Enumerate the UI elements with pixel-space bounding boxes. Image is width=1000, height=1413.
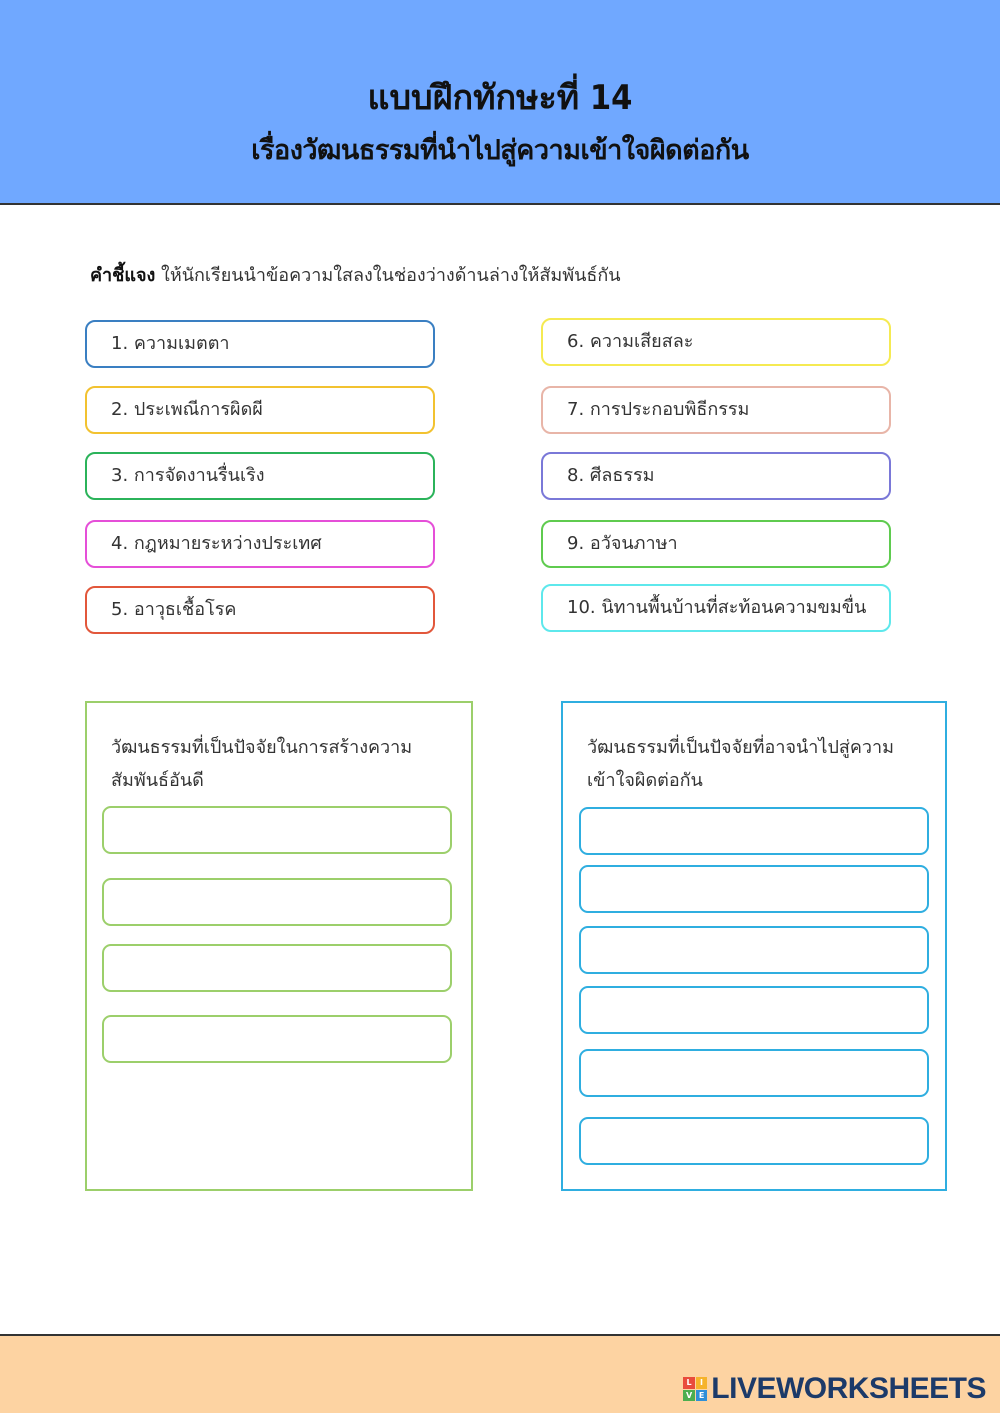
- negative-drop-slot-4[interactable]: [579, 986, 929, 1034]
- drag-item-7[interactable]: 7. การประกอบพิธีกรรม: [541, 386, 891, 434]
- positive-drop-slot-3[interactable]: [102, 944, 452, 992]
- drag-item-8[interactable]: 8. ศีลธรรม: [541, 452, 891, 500]
- positive-drop-slot-1[interactable]: [102, 806, 452, 854]
- drag-item-1[interactable]: 1. ความเมตตา: [85, 320, 435, 368]
- positive-drop-slot-2[interactable]: [102, 878, 452, 926]
- instructions-text: ให้นักเรียนนำข้อความใสลงในช่องว่างด้านล่างให้สัมพันธ์กัน: [155, 265, 621, 286]
- logo-letter-i: I: [696, 1377, 708, 1389]
- instructions-label: คำชี้แจง: [90, 265, 156, 286]
- page-subtitle: เรื่องวัฒนธรรมที่นำไปสู่ความเข้าใจผิดต่อกัน: [251, 135, 749, 166]
- drag-item-4[interactable]: 4. กฎหมายระหว่างประเทศ: [85, 520, 435, 568]
- drag-item-3[interactable]: 3. การจัดงานรื่นเริง: [85, 452, 435, 500]
- negative-drop-slot-5[interactable]: [579, 1049, 929, 1097]
- drag-item-5[interactable]: 5. อาวุธเชื้อโรค: [85, 586, 435, 634]
- negative-drop-slot-1[interactable]: [579, 807, 929, 855]
- header-banner: [0, 0, 1000, 205]
- drag-item-10[interactable]: 10. นิทานพื้นบ้านที่สะท้อนความขมขื่น: [541, 584, 891, 632]
- drag-item-6[interactable]: 6. ความเสียสละ: [541, 318, 891, 366]
- liveworksheets-logo-icon: [683, 1377, 707, 1401]
- brand-name: LIVEWORKSHEETS: [711, 1372, 986, 1405]
- logo-letter-e: E: [696, 1390, 708, 1402]
- instructions: [90, 260, 621, 289]
- liveworksheets-brand[interactable]: [683, 1372, 986, 1406]
- page-title: แบบฝึกทักษะที่ 14: [367, 78, 633, 118]
- negative-drop-slot-2[interactable]: [579, 865, 929, 913]
- logo-letter-l: L: [683, 1377, 695, 1389]
- drag-item-9[interactable]: 9. อวัจนภาษา: [541, 520, 891, 568]
- drag-item-2[interactable]: 2. ประเพณีการผิดผี: [85, 386, 435, 434]
- negative-drop-slot-3[interactable]: [579, 926, 929, 974]
- negative-drop-slot-6[interactable]: [579, 1117, 929, 1165]
- positive-drop-slot-4[interactable]: [102, 1015, 452, 1063]
- negative-panel-heading: วัฒนธรรมที่เป็นปัจจัยที่อาจนำไปสู่ความเข้าใจผิดต่อกัน: [587, 737, 895, 791]
- positive-panel-heading: วัฒนธรรมที่เป็นปัจจัยในการสร้างความสัมพันธ์อันดี: [111, 737, 413, 791]
- logo-letter-v: V: [683, 1390, 695, 1402]
